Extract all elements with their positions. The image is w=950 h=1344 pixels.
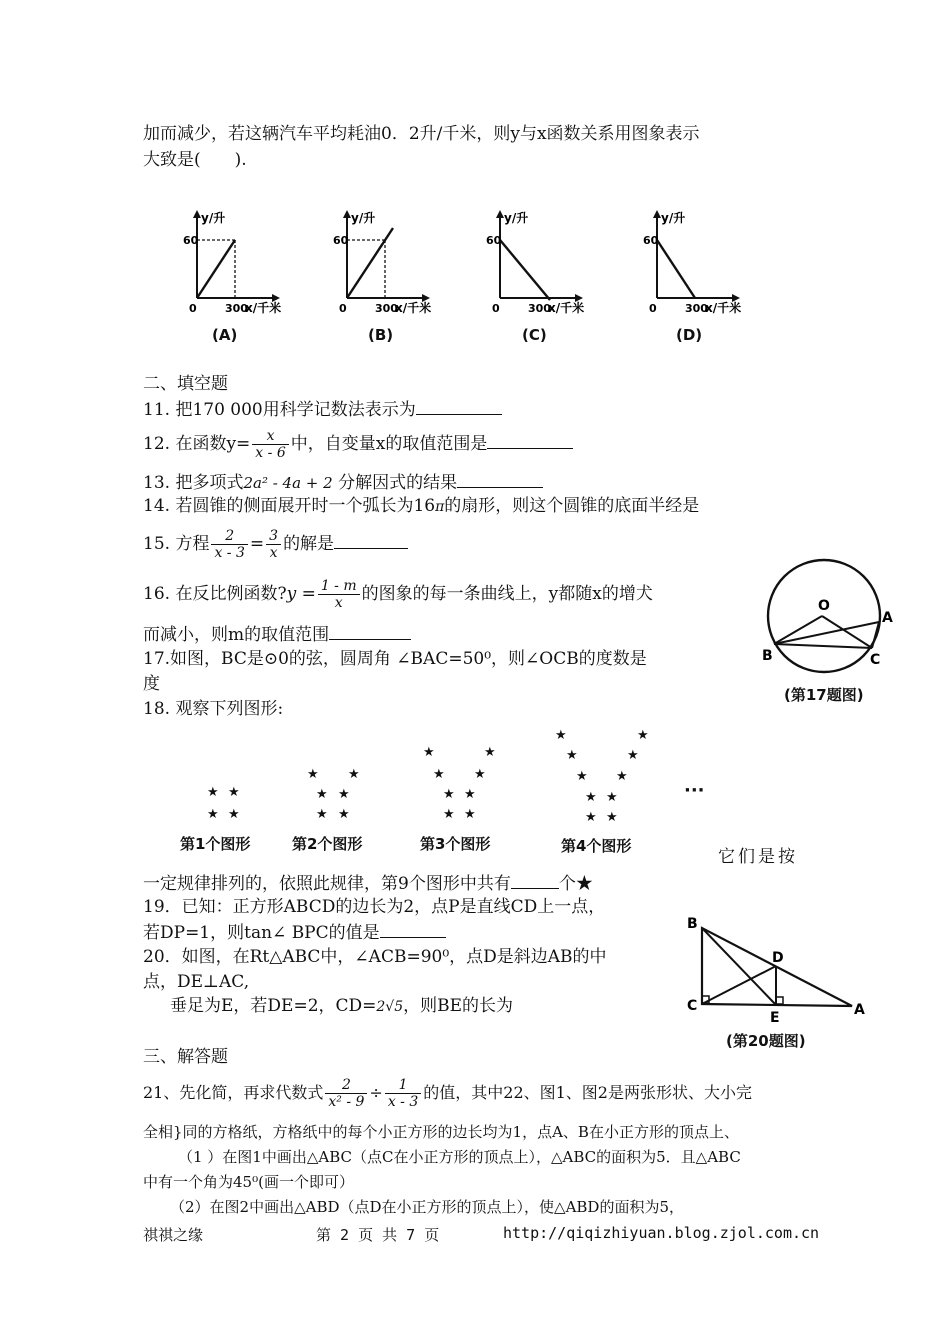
question-14 [143, 495, 699, 518]
q17-label-b: B [762, 648, 773, 664]
q18-caption-3: 第3个图形 [420, 835, 491, 853]
question-20-line-3 [170, 995, 513, 1018]
graph-b-y-tick: 60 [333, 234, 349, 247]
star-icon: ★ [443, 807, 455, 822]
q18-blank [511, 872, 559, 889]
graph-b-line [347, 228, 393, 298]
q12-den: x - 6 [255, 445, 286, 461]
q20-label-c: C [687, 998, 698, 1014]
q14-pre: 14. 若圆锥的侧面展开时一个弧长为16 [143, 496, 436, 516]
star-icon: ★ [464, 787, 476, 802]
star-icon: ★ [443, 787, 455, 802]
q12-blank [487, 432, 573, 449]
q15-den2: x [269, 545, 278, 561]
star-icon: ★ [637, 728, 649, 743]
q20-line3-post: ，则BE的长为 [403, 996, 514, 1016]
q19-line2-text: 若DP=1，则tan∠ BPC的值是 [143, 923, 380, 943]
q15-fraction-1 [211, 528, 247, 561]
graph-b-origin: 0 [339, 302, 347, 315]
section-2-heading: 二、填空题 [143, 374, 228, 394]
question-22-line-3: 中有一个角为45⁰(画一个即可） [143, 1173, 354, 1191]
star-icon: ★ [585, 790, 597, 805]
question-20-line-2: 点，DE⊥AC, [143, 972, 250, 992]
q21-den2: x - 3 [387, 1094, 419, 1110]
star-icon: ★ [348, 767, 360, 782]
q17-line-ba [774, 622, 879, 644]
graph-a-y-arrow [193, 210, 201, 218]
graph-label-c: (C) [522, 326, 547, 344]
intro-line-1: 加而减少，若这辆汽车平均耗油0．2升/千米，则y与x函数关系用图象表示 [143, 124, 700, 144]
q15-fraction-2 [266, 528, 281, 561]
graph-c-y-tick: 60 [486, 234, 502, 247]
star-icon: ★ [484, 745, 496, 760]
question-22-line-1: 全相}同的方格纸，方格纸中的每个小正方形的边长均为1，点A、B在小正方形的顶点上、 [143, 1123, 739, 1141]
q17-label-o: O [818, 598, 830, 614]
graph-a-x-tick: 300 [225, 302, 248, 315]
graph-d-x-label: x/千米 [705, 301, 742, 315]
star-icon: ★ [338, 807, 350, 822]
star-icon: ★ [316, 807, 328, 822]
star-icon: ★ [433, 767, 445, 782]
q20-right-angle-e [776, 997, 783, 1004]
q17-figure [760, 556, 900, 676]
q12-pre: 12. 在函数y= [143, 434, 251, 454]
graph-d-y-label: y/升 [661, 211, 686, 225]
q15-post: 的解是 [283, 534, 335, 554]
footer-page-number: 第 2 页 共 7 页 [316, 1226, 440, 1244]
q21-num2: 1 [385, 1077, 421, 1094]
graph-c-origin: 0 [492, 302, 500, 315]
q11-blank [416, 398, 502, 415]
question-12 [143, 424, 573, 464]
graph-c-y-label: y/升 [504, 211, 529, 225]
q18-line2-post: 个★ [558, 874, 593, 894]
question-16-line-2 [143, 623, 411, 646]
question-19-line-1: 19．已知：正方形ABCD的边长为2，点P是直线CD上一点， [143, 897, 606, 917]
q13-pre: 13. 把多项式 [143, 473, 244, 493]
question-20-line-1: 20．如图，在Rt△ABC中，∠ACB=90⁰，点D是斜边AB的中 [143, 947, 607, 967]
q20-label-a: A [854, 1002, 865, 1018]
q16-blank [329, 623, 411, 640]
q18-tail: 它们是按 [718, 847, 798, 867]
q12-post: 中，自变量x的取值范围是 [290, 434, 488, 454]
q12-num: x [252, 428, 288, 445]
question-11 [143, 398, 502, 421]
star-icon: ★ [627, 748, 639, 763]
star-icon: ★ [606, 810, 618, 825]
q18-caption-2: 第2个图形 [292, 835, 363, 853]
graph-a-x-label: x/千米 [245, 301, 282, 315]
q21-divide: ÷ [369, 1083, 383, 1102]
q20-label-e: E [770, 1010, 780, 1026]
question-18-line-2 [143, 872, 593, 895]
star-icon: ★ [616, 769, 628, 784]
graph-a-y-label: y/升 [201, 211, 226, 225]
q16-pre: 16. 在反比例函数? [143, 584, 287, 604]
q11-text: 11. 把170 000用科学记数法表示为 [143, 400, 416, 420]
q21-fraction-1 [325, 1077, 367, 1110]
question-17-line-2: 度 [143, 674, 160, 694]
graph-d-line [657, 240, 695, 298]
q17-line-bc [774, 644, 872, 648]
q15-num1: 2 [211, 528, 247, 545]
star-icon: ★ [207, 807, 219, 822]
question-18: 18. 观察下列图形: [143, 699, 284, 719]
graph-b [325, 210, 455, 320]
q15-den1: x - 3 [214, 545, 245, 561]
star-icon: ★ [307, 767, 319, 782]
q16-den: x [334, 595, 343, 611]
q16-fraction [318, 578, 360, 611]
q20-sqrt: 2√5 [376, 999, 404, 1015]
q20-caption: (第20题图) [726, 1032, 806, 1050]
footer-left: 祺祺之缘 [143, 1226, 204, 1244]
graph-d-y-tick: 60 [643, 234, 659, 247]
q20-figure [684, 914, 874, 1024]
q13-post: 分解因式的结果 [332, 473, 458, 493]
star-icon: ★ [474, 767, 486, 782]
q17-circle [768, 560, 880, 672]
q21-num1: 2 [325, 1077, 367, 1094]
graph-d [635, 210, 765, 320]
star-icon: ★ [576, 769, 588, 784]
star-icon: ★ [585, 810, 597, 825]
q15-pre: 15. 方程 [143, 534, 210, 554]
star-icon: ★ [207, 785, 219, 800]
q14-pi: π [435, 499, 445, 515]
question-17-line-1: 17.如图，BC是⊙0的弦，圆周角 ∠BAC=50⁰，则∠OCB的度数是 [143, 649, 647, 669]
graph-label-b: (B) [368, 326, 394, 344]
q17-label-c: C [870, 652, 881, 668]
question-19-line-2 [143, 921, 446, 944]
graph-a [175, 210, 305, 320]
star-icon: ★ [566, 748, 578, 763]
graph-b-x-tick: 300 [375, 302, 398, 315]
question-15 [143, 524, 408, 564]
star-icon: ★ [228, 807, 240, 822]
star-icon: ★ [606, 790, 618, 805]
star-icon: ★ [423, 745, 435, 760]
q17-caption: (第17题图) [784, 686, 864, 704]
graph-d-y-arrow [653, 210, 661, 218]
question-22-line-2: （1 ）在图1中画出△ABC（点C在小正方形的顶点上），△ABC的面积为5．且△ABC [178, 1148, 741, 1166]
graph-b-y-arrow [343, 210, 351, 218]
q15-num2: 3 [266, 528, 281, 545]
footer-url[interactable]: http://qiqizhiyuan.blog.zjol.com.cn [503, 1224, 820, 1242]
q20-label-d: D [772, 950, 784, 966]
star-icon: ★ [228, 785, 240, 800]
q20-label-b: B [687, 916, 698, 932]
graph-a-origin: 0 [189, 302, 197, 315]
graph-d-x-tick: 300 [685, 302, 708, 315]
star-icon: ★ [464, 807, 476, 822]
graph-c-y-arrow [496, 210, 504, 218]
q21-post: 的值，其中22、图1、图2是两张形状、大小完 [423, 1083, 752, 1102]
q16-line2-text: 而减小，则m的取值范围 [143, 625, 330, 645]
q13-expr: 2a² - 4a + 2 [243, 474, 333, 492]
q21-pre: 21、先化简，再求代数式 [143, 1083, 324, 1102]
q15-blank [334, 532, 408, 549]
q21-fraction-2 [385, 1077, 421, 1110]
graph-c-line [500, 240, 550, 300]
graph-b-x-label: x/千米 [395, 301, 432, 315]
graph-c [478, 210, 608, 320]
q20-line-be [702, 928, 776, 1005]
graph-c-x-label: x/千米 [548, 301, 585, 315]
graph-label-d: (D) [676, 326, 703, 344]
q18-caption-4: 第4个图形 [561, 837, 632, 855]
question-21 [143, 1073, 752, 1113]
graph-a-line [197, 240, 235, 298]
q16-post: 的图象的每一条曲线上，y都随x的增犬 [361, 584, 653, 604]
q21-den1: x² - 9 [328, 1094, 365, 1110]
graph-c-x-tick: 300 [528, 302, 551, 315]
q18-caption-1: 第1个图形 [180, 835, 251, 853]
q17-label-a: A [882, 610, 893, 626]
star-icon: ★ [316, 787, 328, 802]
q20-line-cd [702, 966, 776, 1004]
intro-line-2: 大致是( ). [143, 150, 247, 170]
graph-d-origin: 0 [649, 302, 657, 315]
q15-equals: = [249, 534, 265, 554]
q18-line2-pre: 一定规律排列的，依照此规律，第9个图形中共有 [143, 874, 511, 894]
q18-ellipsis: ··· [684, 780, 705, 801]
star-icon: ★ [555, 728, 567, 743]
graph-b-y-label: y/升 [351, 211, 376, 225]
q20-line3-pre: 垂足为E，若DE=2，CD= [170, 996, 377, 1016]
q14-post: 的扇形，则这个圆锥的底面半经是 [444, 496, 700, 516]
question-22-line-4: （2）在图2中画出△ABD（点D在小正方形的顶点上），使△ABD的面积为5， [170, 1198, 684, 1216]
q16-y: y = [286, 584, 316, 604]
star-icon: ★ [338, 787, 350, 802]
question-13 [143, 471, 543, 494]
q19-blank [380, 921, 446, 938]
q13-blank [457, 471, 543, 488]
graph-label-a: (A) [212, 326, 238, 344]
graph-a-y-tick: 60 [183, 234, 199, 247]
q16-num: 1 - m [318, 578, 360, 595]
section-3-heading: 三、解答题 [143, 1047, 228, 1067]
q12-fraction [252, 428, 288, 461]
question-16 [143, 574, 653, 614]
